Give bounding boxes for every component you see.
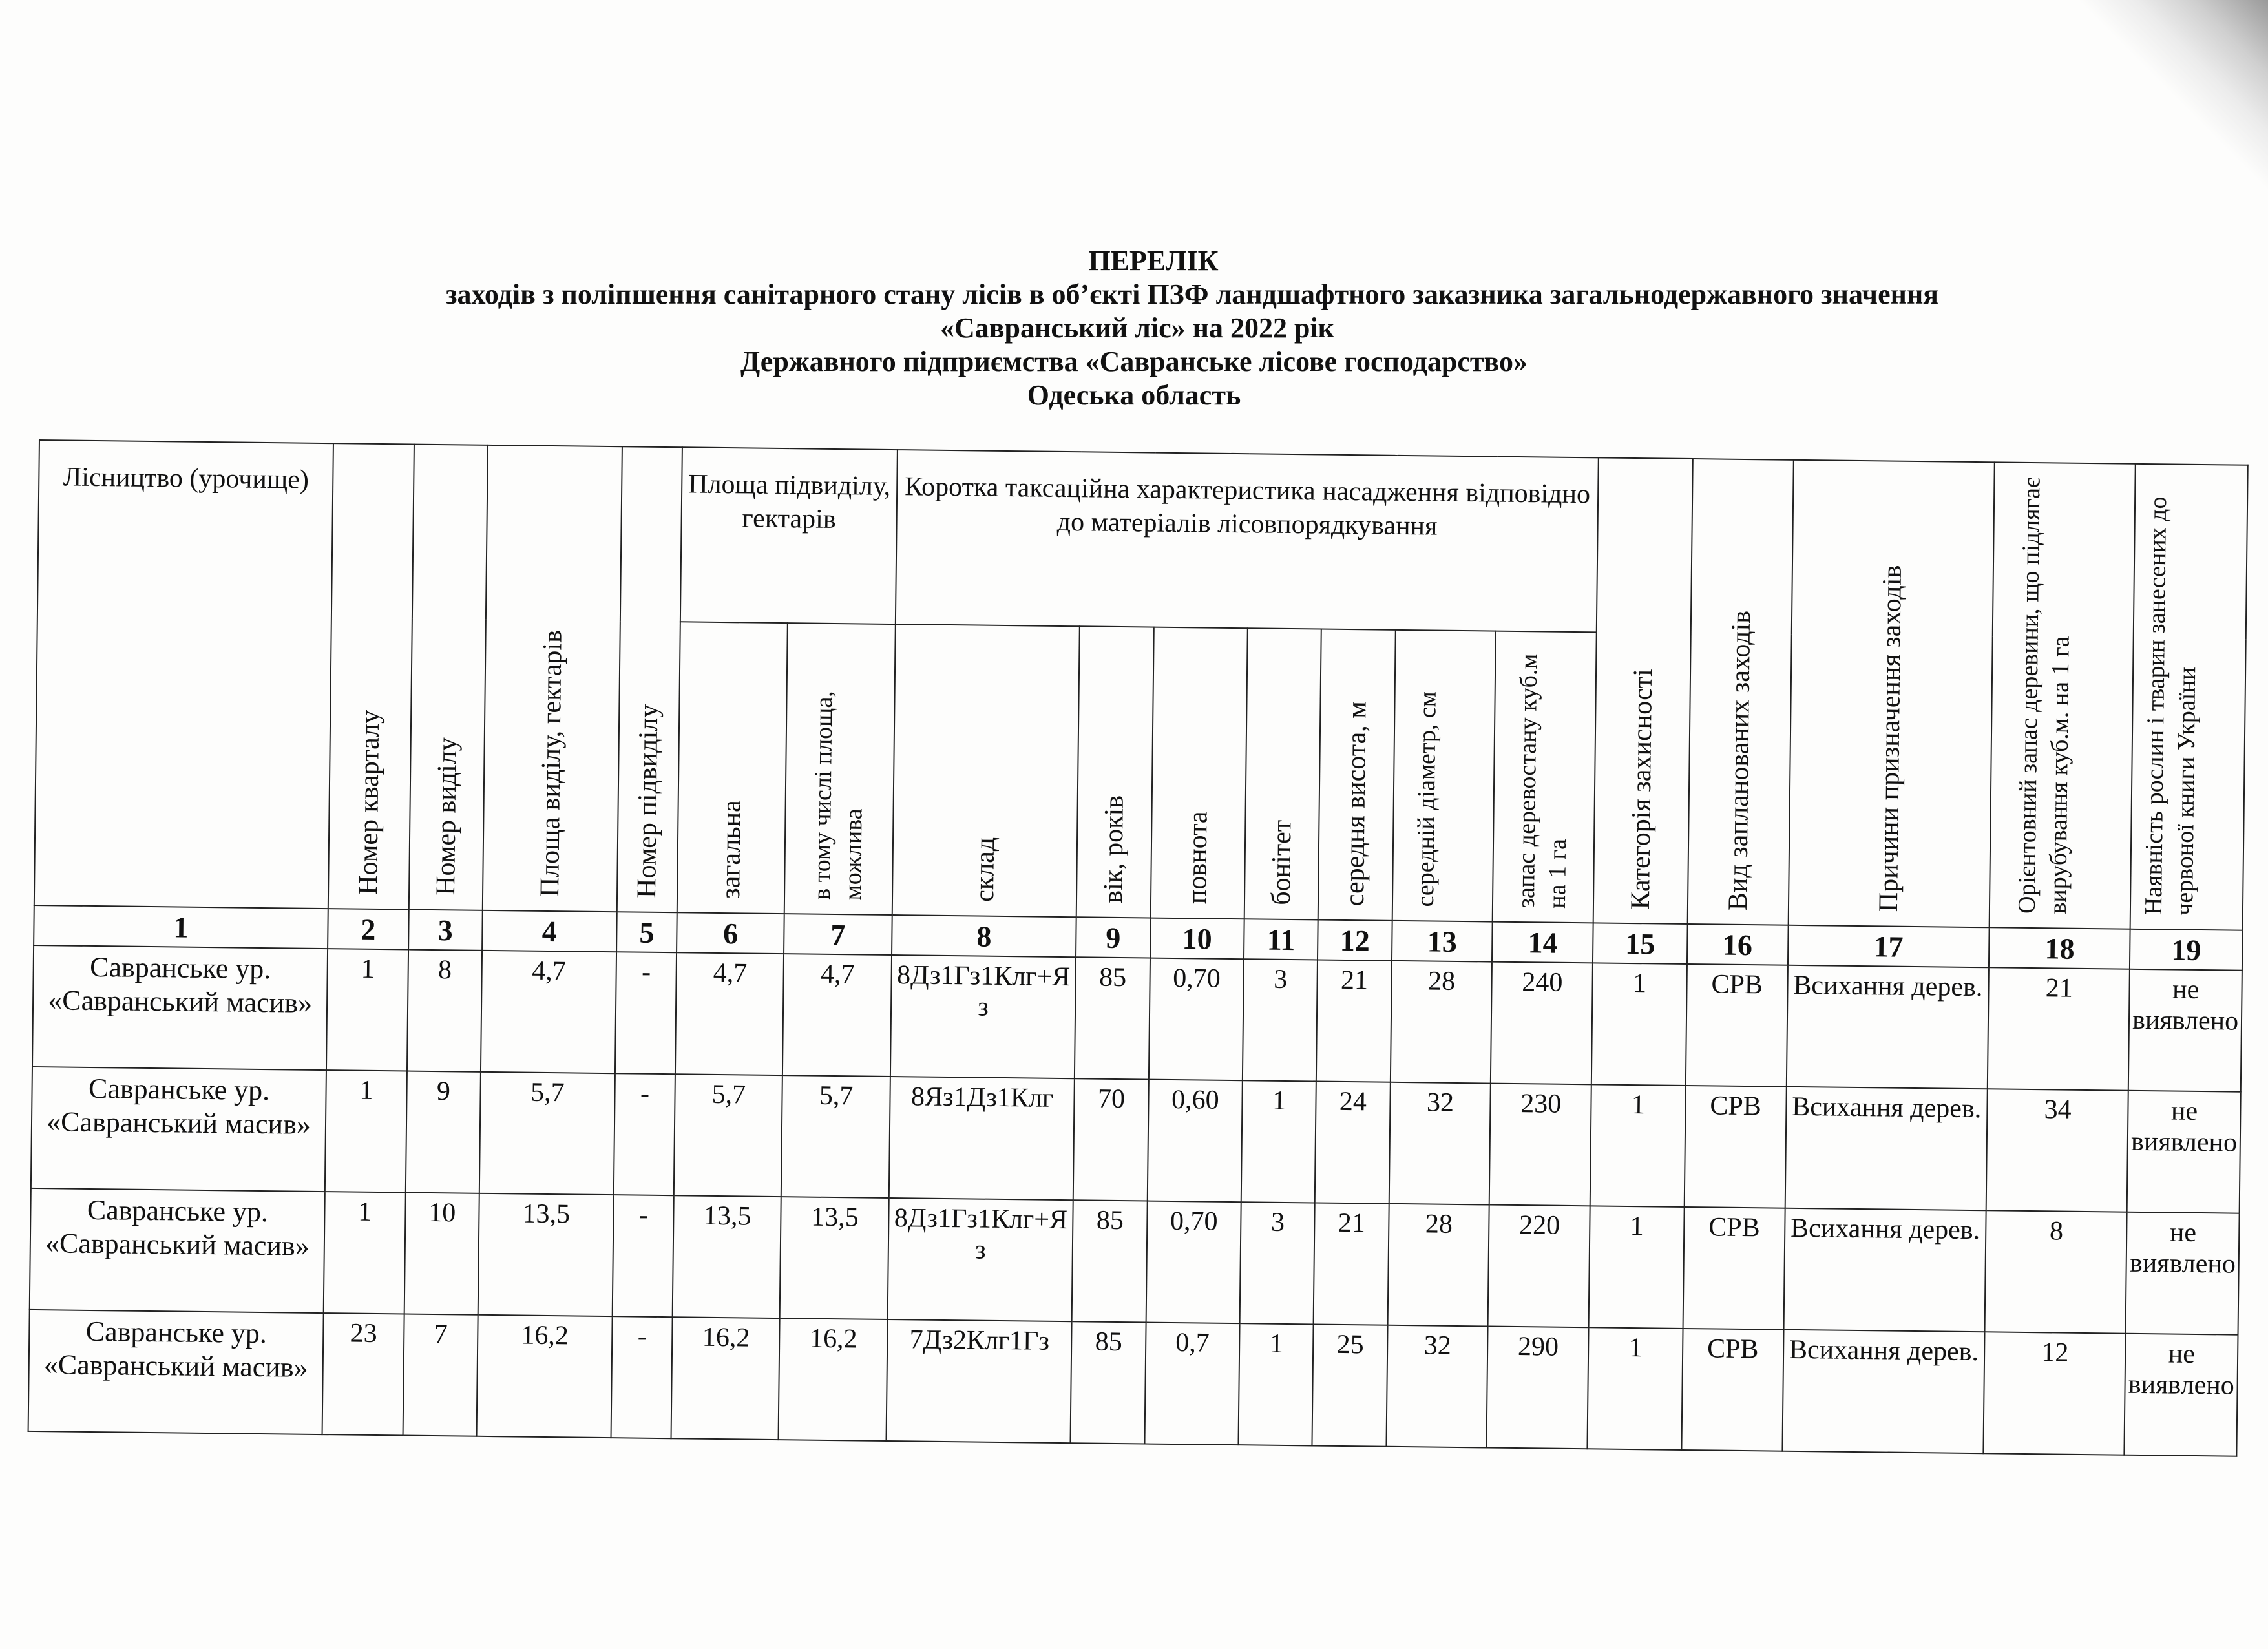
column-number: 12 bbox=[1318, 920, 1392, 961]
cell-age: 85 bbox=[1071, 1321, 1146, 1444]
table-row bbox=[30, 1188, 2240, 1335]
cell-total-area: 13,5 bbox=[673, 1195, 781, 1318]
cell-subvydil: - bbox=[611, 1316, 673, 1438]
cell-density: 0,60 bbox=[1147, 1080, 1243, 1203]
column-number: 17 bbox=[1787, 925, 1989, 968]
cell-composition: 8Дз1Гз1Клг+Яз bbox=[887, 1198, 1073, 1321]
cell-area: 4,7 bbox=[481, 951, 616, 1073]
column-number: 9 bbox=[1076, 917, 1150, 958]
cell-possible-area: 5,7 bbox=[781, 1075, 890, 1198]
cell-reason: Всихання дерев. bbox=[1785, 1087, 1988, 1211]
header-avg-height: середня висота, м bbox=[1318, 629, 1395, 921]
cell-bonitet: 1 bbox=[1239, 1323, 1314, 1445]
cell-diameter: 28 bbox=[1387, 1204, 1489, 1327]
cell-area: 5,7 bbox=[479, 1072, 615, 1195]
cell-forestry: Савранське ур. «Савранський масив» bbox=[31, 1067, 326, 1192]
cell-category: 1 bbox=[1589, 1206, 1685, 1329]
table-header-row bbox=[37, 440, 2248, 640]
cell-possible-area: 13,5 bbox=[780, 1197, 888, 1319]
header-vydil-number: Номер виділу bbox=[408, 445, 487, 910]
header-subvydil-number: Номер підвиділу bbox=[616, 446, 682, 912]
header-measure-reasons: Причини призначення заходів bbox=[1788, 460, 1995, 927]
cell-red-book: не виявлено bbox=[2127, 1091, 2241, 1213]
cell-vydil: 9 bbox=[406, 1071, 481, 1193]
header-composition: склад bbox=[892, 624, 1080, 917]
cell-quarter: 1 bbox=[324, 1192, 406, 1314]
cell-volume: 21 bbox=[1988, 967, 2130, 1090]
cell-height: 25 bbox=[1312, 1324, 1387, 1446]
header-measure-type: Вид запланованих заходів bbox=[1687, 459, 1793, 925]
header-subvydil-area-group: Площа підвиділу, гектарів bbox=[680, 447, 897, 624]
cell-diameter: 32 bbox=[1386, 1325, 1488, 1448]
document-title-block bbox=[0, 244, 2268, 412]
cell-forestry: Савранське ур. «Савранський масив» bbox=[30, 1188, 325, 1313]
cell-age: 85 bbox=[1075, 957, 1150, 1079]
header-age: вік, років bbox=[1076, 626, 1153, 918]
cell-age: 70 bbox=[1073, 1078, 1148, 1201]
cell-bonitet: 3 bbox=[1243, 959, 1318, 1081]
document-subtitle-line-3: Державного підприємства «Савранське лісове господарство» bbox=[740, 346, 1528, 377]
cell-bonitet: 1 bbox=[1241, 1080, 1316, 1203]
header-stock: запас деревостану куб.м на 1 га bbox=[1493, 631, 1597, 923]
cell-total-area: 16,2 bbox=[671, 1317, 780, 1440]
cell-stock: 220 bbox=[1488, 1205, 1590, 1328]
cell-quarter: 1 bbox=[325, 1070, 407, 1192]
cell-vydil: 7 bbox=[403, 1314, 478, 1436]
cell-stock: 290 bbox=[1487, 1327, 1589, 1449]
cell-measure: СРВ bbox=[1681, 1329, 1783, 1451]
cell-composition: 8Дз1Гз1Клг+Яз bbox=[890, 955, 1076, 1078]
cell-height: 24 bbox=[1315, 1081, 1390, 1203]
cell-stock: 240 bbox=[1491, 962, 1593, 1085]
table-row bbox=[32, 945, 2242, 1092]
cell-height: 21 bbox=[1316, 960, 1391, 1082]
header-possible-area: в тому числі площа, можлива bbox=[784, 623, 895, 915]
column-number: 11 bbox=[1244, 919, 1318, 960]
cell-area: 13,5 bbox=[478, 1193, 614, 1316]
cell-vydil: 8 bbox=[407, 950, 482, 1072]
cell-density: 0,7 bbox=[1144, 1323, 1240, 1445]
column-number: 15 bbox=[1593, 923, 1687, 964]
column-number: 5 bbox=[616, 912, 677, 952]
cell-total-area: 5,7 bbox=[674, 1074, 782, 1197]
header-total-area: загальна bbox=[677, 622, 788, 914]
column-number: 19 bbox=[2130, 929, 2242, 971]
document-subtitle-line-1: заходів з поліпшення санітарного стану лісів в об’єкті ПЗФ ландшафтного заказника загальнодержавного значення bbox=[445, 278, 1939, 310]
header-quarter-number: Номер кварталу bbox=[328, 443, 414, 909]
column-number: 16 bbox=[1687, 924, 1789, 965]
cell-height: 21 bbox=[1314, 1203, 1389, 1325]
document-title: ПЕРЕЛІК bbox=[1088, 245, 1219, 277]
cell-volume: 34 bbox=[1986, 1089, 2128, 1212]
cell-reason: Всихання дерев. bbox=[1786, 965, 1989, 1089]
cell-volume: 8 bbox=[1985, 1210, 2127, 1333]
header-bonitet: бонітет bbox=[1244, 628, 1321, 919]
column-number: 10 bbox=[1150, 918, 1244, 960]
cell-red-book: не виявлено bbox=[2125, 1334, 2238, 1456]
cell-vydil: 10 bbox=[404, 1193, 479, 1315]
header-vydil-area: Площа виділу, гектарів bbox=[483, 445, 622, 912]
cell-measure: СРВ bbox=[1684, 1086, 1786, 1208]
cell-measure: СРВ bbox=[1683, 1207, 1785, 1330]
column-number: 3 bbox=[408, 910, 483, 951]
table-row bbox=[28, 1310, 2238, 1456]
cell-bonitet: 3 bbox=[1240, 1202, 1315, 1324]
cell-composition: 8Яз1Дз1Клг bbox=[888, 1077, 1075, 1200]
cell-possible-area: 4,7 bbox=[782, 954, 891, 1077]
header-taxation-group: Коротка таксаційна характеристика насадження відповідно до матеріалів лісовпорядкування bbox=[895, 450, 1599, 632]
document-subtitle-line-2: «Савранський ліс» на 2022 рік bbox=[940, 312, 1335, 344]
header-felling-volume: Орієнтовний запас деревини, що підлягає вирубування куб.м. на 1 га bbox=[1990, 462, 2136, 929]
header-red-book: Наявність рослин і тварин занесених до червоної книги України bbox=[2130, 464, 2248, 930]
measures-table bbox=[28, 439, 2249, 1457]
cell-category: 1 bbox=[1591, 963, 1687, 1086]
cell-volume: 12 bbox=[1984, 1332, 2126, 1455]
column-number: 18 bbox=[1989, 927, 2130, 969]
column-number: 1 bbox=[34, 905, 328, 949]
cell-category: 1 bbox=[1590, 1084, 1686, 1207]
cell-quarter: 23 bbox=[322, 1313, 404, 1435]
header-protection-category: Категорія захисності bbox=[1593, 457, 1693, 924]
cell-forestry: Савранське ур. «Савранський масив» bbox=[32, 945, 328, 1070]
cell-area: 16,2 bbox=[476, 1315, 612, 1438]
column-number: 14 bbox=[1492, 922, 1593, 963]
header-forestry: Лісництво (урочище) bbox=[34, 440, 333, 909]
cell-red-book: не виявлено bbox=[2126, 1212, 2240, 1335]
cell-composition: 7Дз2Клг1Гз bbox=[886, 1319, 1072, 1443]
column-number: 4 bbox=[482, 910, 616, 952]
table-row bbox=[31, 1067, 2241, 1213]
cell-possible-area: 16,2 bbox=[779, 1318, 887, 1441]
page-corner-fold bbox=[2061, 0, 2268, 207]
cell-category: 1 bbox=[1588, 1327, 1683, 1450]
cell-subvydil: - bbox=[615, 952, 677, 1074]
header-avg-diameter: середній діаметр, см bbox=[1392, 630, 1496, 922]
cell-red-book: не виявлено bbox=[2128, 969, 2242, 1092]
cell-subvydil: - bbox=[614, 1073, 676, 1195]
header-density: повнота bbox=[1150, 627, 1248, 919]
document-subtitle-line-4: Одеська область bbox=[1027, 379, 1241, 411]
cell-subvydil: - bbox=[612, 1195, 674, 1317]
cell-density: 0,70 bbox=[1146, 1201, 1241, 1324]
cell-stock: 230 bbox=[1489, 1084, 1591, 1206]
cell-measure: СРВ bbox=[1685, 964, 1787, 1087]
cell-forestry: Савранське ур. «Савранський масив» bbox=[28, 1310, 324, 1434]
cell-density: 0,70 bbox=[1148, 958, 1244, 1081]
cell-quarter: 1 bbox=[326, 949, 408, 1071]
cell-reason: Всихання дерев. bbox=[1783, 1208, 1986, 1332]
column-number: 7 bbox=[784, 914, 892, 955]
column-number: 8 bbox=[892, 915, 1076, 957]
cell-reason: Всихання дерев. bbox=[1782, 1330, 1985, 1454]
column-number: 2 bbox=[328, 909, 408, 949]
column-number: 6 bbox=[677, 912, 784, 954]
column-number: 13 bbox=[1392, 921, 1493, 962]
cell-total-area: 4,7 bbox=[675, 952, 784, 1075]
cell-diameter: 28 bbox=[1390, 961, 1492, 1084]
cell-diameter: 32 bbox=[1389, 1082, 1491, 1205]
measures-table-wrapper bbox=[28, 439, 2249, 1457]
cell-age: 85 bbox=[1072, 1200, 1147, 1322]
